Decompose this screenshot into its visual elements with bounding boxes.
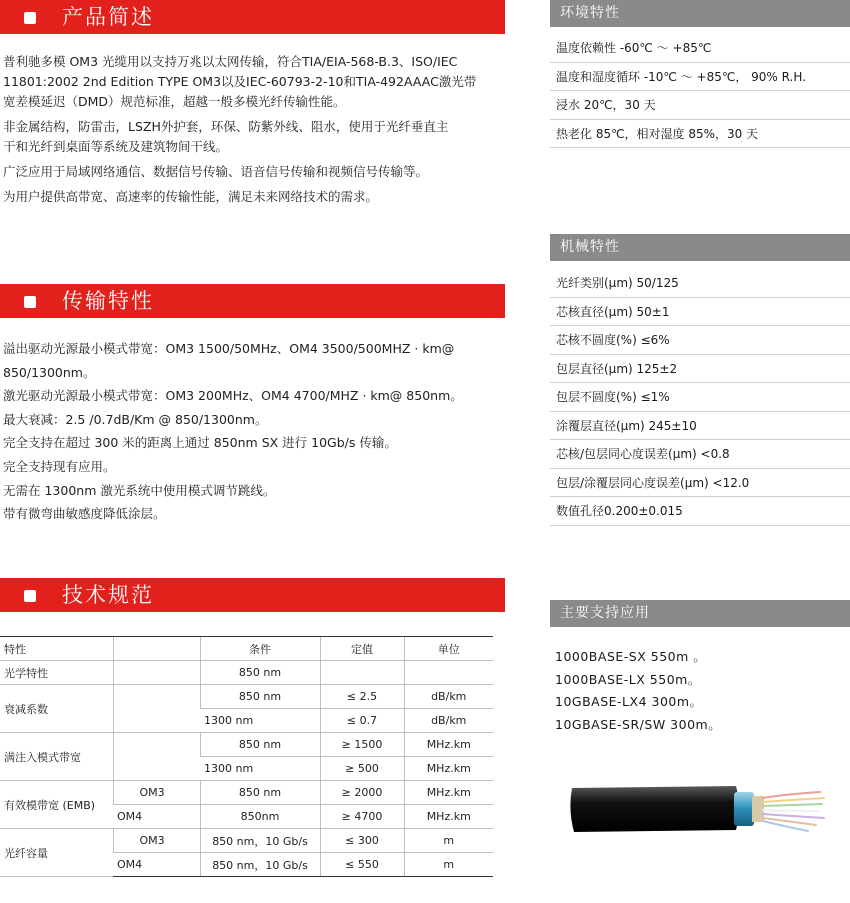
section-title: 技术规范 (62, 583, 154, 607)
text-line: 最大衰减：2.5 /0.7dB/Km @ 850/1300nm。 (3, 411, 268, 427)
table-cell: dB/km (404, 709, 493, 733)
table-cell: ≤ 2.5 (320, 685, 404, 709)
list-item: 10GBASE-SR/SW 300m。 (555, 716, 722, 732)
list-item: 热老化 85℃，相对湿度 85%，30 天 (550, 120, 850, 149)
table-header-cell: 单位 (404, 637, 493, 661)
text-line: 为用户提供高带宽、高速率的传输性能，满足未来网络技术的需求。 (3, 189, 379, 204)
applications-list (555, 646, 721, 736)
table-cell: 满注入模式带宽 (0, 733, 113, 781)
applications-header: 主要支持应用 (550, 600, 850, 627)
table-cell: OM3 (113, 829, 200, 853)
section-title: 产品简述 (62, 5, 154, 29)
table-cell: ≥ 1500 (320, 733, 404, 757)
list-item: 芯核不圆度(%) ≤6% (550, 326, 850, 355)
table-cell: 850 nm，10 Gb/s (200, 829, 320, 853)
table-cell: ≤ 0.7 (320, 709, 404, 733)
table-cell: ≤ 550 (320, 853, 404, 877)
list-item: 1000BASE-SX 550m 。 (555, 649, 707, 664)
transmission-text (3, 337, 495, 526)
environment-header: 环境特性 (550, 0, 850, 27)
list-item: 包层不圆度(%) ≤1% (550, 383, 850, 412)
fiber-cable-image (568, 778, 828, 838)
table-cell: m (404, 853, 493, 877)
table-cell (113, 733, 200, 781)
text-line: 非金属结构，防雷击，LSZH外护套，环保、防紫外线、阻水，使用于光纤垂直主 (3, 119, 449, 134)
text-line: 完全支持在超过 300 米的距离上通过 850nm SX 进行 10Gb/s 传输。 (3, 435, 397, 451)
table-cell: MHz.km (404, 781, 493, 805)
list-item: 芯核直径(μm) 50±1 (550, 298, 850, 327)
table-cell: OM4 (113, 853, 200, 877)
list-item: 1000BASE-LX 550m。 (555, 671, 701, 687)
table-header-cell (113, 637, 200, 661)
text-line: 完全支持现有应用。 (3, 458, 116, 474)
spec-table (0, 636, 493, 877)
table-cell: ≤ 300 (320, 829, 404, 853)
list-item: 包层/涂覆层同心度误差(μm) <12.0 (550, 469, 850, 498)
table-header-cell: 定值 (320, 637, 404, 661)
list-item: 温度依赖性 -60℃ ～ +85℃ (550, 34, 850, 63)
table-row (0, 685, 493, 709)
table-cell: 光学特性 (0, 661, 113, 685)
table-cell: ≥ 4700 (320, 805, 404, 829)
list-item: 光纤类别(μm) 50/125 (550, 269, 850, 298)
table-cell: OM3 (113, 781, 200, 805)
table-cell: OM4 (113, 805, 200, 829)
bullet-square-icon (24, 590, 36, 602)
table-row (0, 733, 493, 757)
text-line: 广泛应用于局域网络通信、数据信号传输、语音信号传输和视频信号传输等。 (3, 164, 429, 179)
table-cell (404, 661, 493, 685)
text-line: 普利驰多模 OM3 光缆用以支持万兆以太网传输，符合TIA/EIA-568-B.3、ISO/IEC (3, 54, 458, 69)
list-item: 芯核/包层同心度误差(μm) <0.8 (550, 440, 850, 469)
table-row (0, 661, 493, 685)
table-cell: ≥ 2000 (320, 781, 404, 805)
section-header-overview (0, 0, 505, 34)
table-header-row (0, 637, 493, 661)
section-header-transmission (0, 284, 505, 318)
environment-list (550, 34, 850, 148)
table-cell: 850 nm (200, 685, 320, 709)
table-cell: m (404, 829, 493, 853)
list-item: 包层直径(μm) 125±2 (550, 355, 850, 384)
table-cell: 衰减系数 (0, 685, 113, 733)
table-cell: MHz.km (404, 757, 493, 781)
table-cell: 850 nm (200, 733, 320, 757)
list-item: 浸水 20℃，30 天 (550, 91, 850, 120)
text-line: 无需在 1300nm 激光系统中使用模式调节跳线。 (3, 482, 276, 498)
table-cell: 850nm (200, 805, 320, 829)
table-cell: MHz.km (404, 805, 493, 829)
mechanical-list (550, 269, 850, 526)
bullet-square-icon (24, 296, 36, 308)
bullet-square-icon (24, 12, 36, 24)
table-cell (113, 685, 200, 733)
table-cell: 850 nm，10 Gb/s (200, 853, 320, 877)
text-line: 宽差模延迟（DMD）规范标准，超越一般多模光纤传输性能。 (3, 94, 346, 109)
table-cell: 光纤容量 (0, 829, 113, 877)
table-header-cell: 条件 (200, 637, 320, 661)
table-cell: ≥ 500 (320, 757, 404, 781)
table-cell: 1300 nm (200, 709, 320, 733)
list-item: 涂覆层直径(μm) 245±10 (550, 412, 850, 441)
overview-text (3, 52, 495, 207)
list-item: 温度和湿度循环 -10℃ ～ +85℃， 90% R.H. (550, 63, 850, 92)
table-cell: 1300 nm (200, 757, 320, 781)
text-line: 850/1300nm。 (3, 364, 96, 380)
mechanical-header: 机械特性 (550, 234, 850, 261)
table-cell: 850 nm (200, 661, 320, 685)
list-item: 10GBASE-LX4 300m。 (555, 694, 703, 709)
text-line: 11801:2002 2nd Edition TYPE OM3以及IEC-60793-2-10和TIA-492AAAC激光带 (3, 74, 477, 89)
section-header-specs (0, 578, 505, 612)
table-row (0, 781, 493, 805)
table-cell: 850 nm (200, 781, 320, 805)
table-cell (113, 661, 200, 685)
text-line: 带有微弯曲敏感度降低涂层。 (3, 506, 166, 522)
text-line: 激光驱动光源最小模式带宽：OM3 200MHz、OM4 4700/MHZ · km@ 850nm。 (3, 388, 463, 404)
table-cell (320, 661, 404, 685)
table-cell: dB/km (404, 685, 493, 709)
text-line: 干和光纤到桌面等系统及建筑物间干线。 (3, 139, 229, 154)
section-title: 传输特性 (62, 289, 154, 313)
table-cell: MHz.km (404, 733, 493, 757)
table-cell: 有效模带宽 (EMB) (0, 781, 113, 829)
table-row (0, 829, 493, 853)
list-item: 数值孔径0.200±0.015 (550, 497, 850, 526)
table-header-cell: 特性 (0, 637, 113, 661)
text-line: 溢出驱动光源最小模式带宽：OM3 1500/50MHz、OM4 3500/500MHZ · km@ (3, 341, 455, 356)
